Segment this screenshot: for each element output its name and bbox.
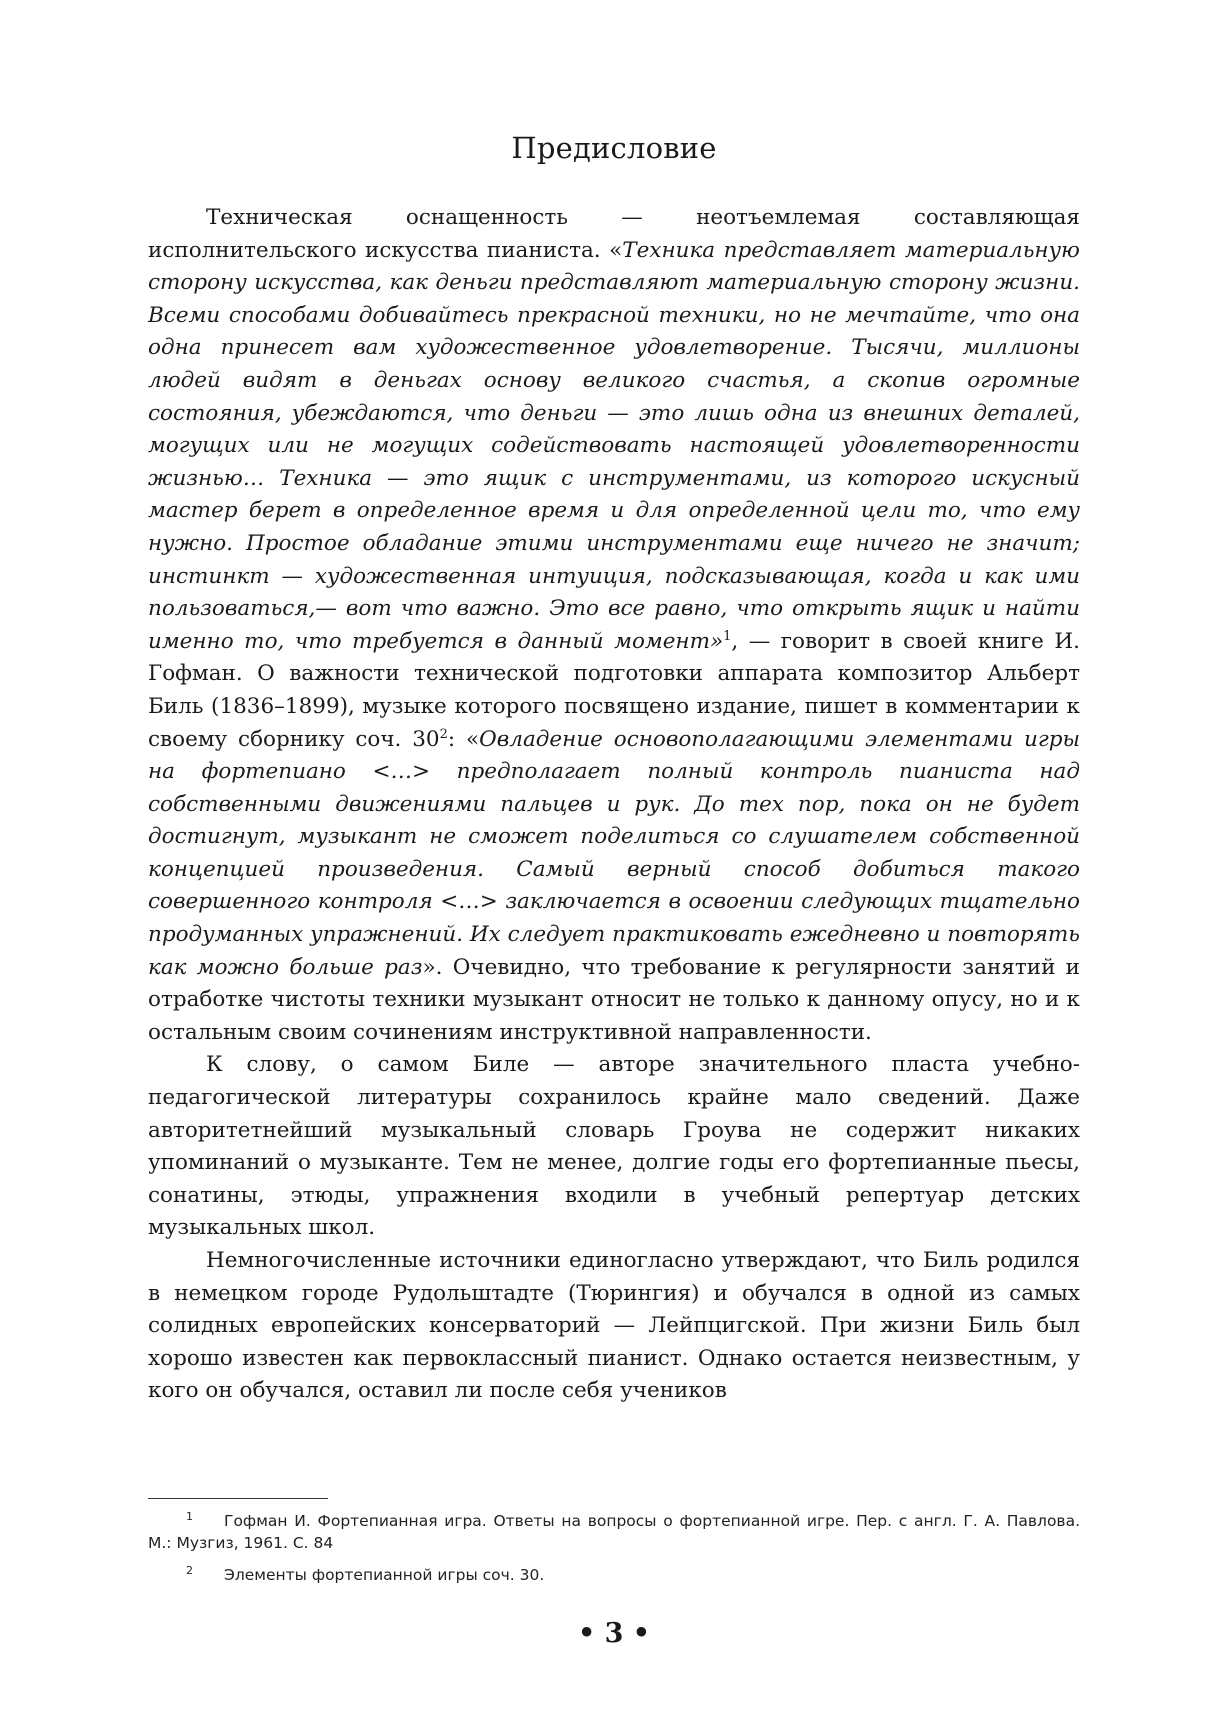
footnote-text: Гофман И. Фортепианная игра. Ответы на вопросы о фортепианной игре. Пер. с англ. Г. А. Павлова. М.: Музгиз, 1961. С. 84 — [148, 1512, 1080, 1552]
paragraph-2: К слову, о самом Биле — авторе значительного пласта учебно-педагогической литературы сохранилось крайне мало сведений. Даже авторитетнейший музыкальный словарь Гроува не содержит никаких упоминаний о музыканте. Тем не менее, долгие годы его фортепианные пьесы, сонатины, этюды, упражнения входили в учебный репертуар детских музыкальных школ. — [148, 1052, 1080, 1241]
paragraph-1 — [148, 202, 1080, 1049]
p1-colon: : « — [447, 726, 480, 752]
footnote-number: 2 — [186, 1564, 193, 1577]
body-text — [148, 202, 1080, 1408]
page-number: • 3 • — [577, 1618, 651, 1649]
p1-intro: Техническая оснащенность — неотъемлемая составляющая исполнительского искусства пианиста. « — [148, 205, 1080, 263]
footnote-text: Элементы фортепианной игры соч. 30. — [224, 1566, 545, 1584]
footnote-2 — [148, 1564, 1080, 1586]
footnotes — [148, 1510, 1080, 1596]
p1-middle: , — говорит в своей книге И. Гофман. О важности технической подготовки аппарата композитор Альберт Биль (1836–1899), музыке которого посвящено издание, пишет в комментарии к своему сборнику соч. 30 — [148, 628, 1080, 752]
document-page — [148, 0, 1080, 1713]
footnote-ref-2: 2 — [439, 726, 448, 742]
footnote-divider — [148, 1498, 328, 1499]
footnote-ref-1: 1 — [723, 628, 732, 644]
page-title: Предисловие — [511, 131, 717, 165]
footnote-1 — [148, 1510, 1080, 1554]
p1-ending: ». Очевидно, что требование к регулярности занятий и отработке чистоты техники музыкант относит не только к данному опусу, но и к остальным своим сочинениям инструктивной направленности. — [148, 954, 1080, 1045]
footnote-number: 1 — [186, 1510, 193, 1523]
biehl-quote: Овладение основополагающими элементами игры на фортепиано <…> предполагает полный контроль пианиста над собственными движениями пальцев и рук. До тех пор, пока он не будет достигнут, музыкант не сможет поделиться со слушателем собственной концепцией произведения. Самый верный способ добиться такого совершенного контроля <…> заключается в освоении следующих тщательно продуманных упражнений. Их следует практиковать ежедневно и повторять как можно больше раз — [148, 726, 1080, 980]
paragraph-3: Немногочисленные источники единогласно утверждают, что Биль родился в немецком городе Рудольштадте (Тюрингия) и обучался в одной из самых солидных европейских консерваторий — Лейпцигской. При жизни Биль был хорошо известен как первоклассный пианист. Однако остается неизвестным, у кого он обучался, оставил ли после себя учеников — [148, 1248, 1080, 1404]
hofmann-quote: Техника представляет материальную сторону искусства, как деньги представляют материальную сторону жизни. Всеми способами добивайтесь прекрасной техники, но не мечтайте, что она одна принесет вам художественное удовлетворение. Тысячи, миллионы людей видят в деньгах основу великого счастья, а скопив огромные состояния, убеждаются, что деньги — это лишь одна из внешних деталей, могущих или не могущих содействовать настоящей удовлетворенности жизнью… Техника — это ящик с инструментами, из которого искусный мастер берет в определенное время и для определенной цели то, что ему нужно. Простое обладание этими инструментами еще ничего не значит; инстинкт — художественная интуиция, подсказывающая, когда и как ими пользоваться,— вот что важно. Это все равно, что открыть ящик и найти именно то, что требуется в данный момент» — [148, 237, 1080, 654]
